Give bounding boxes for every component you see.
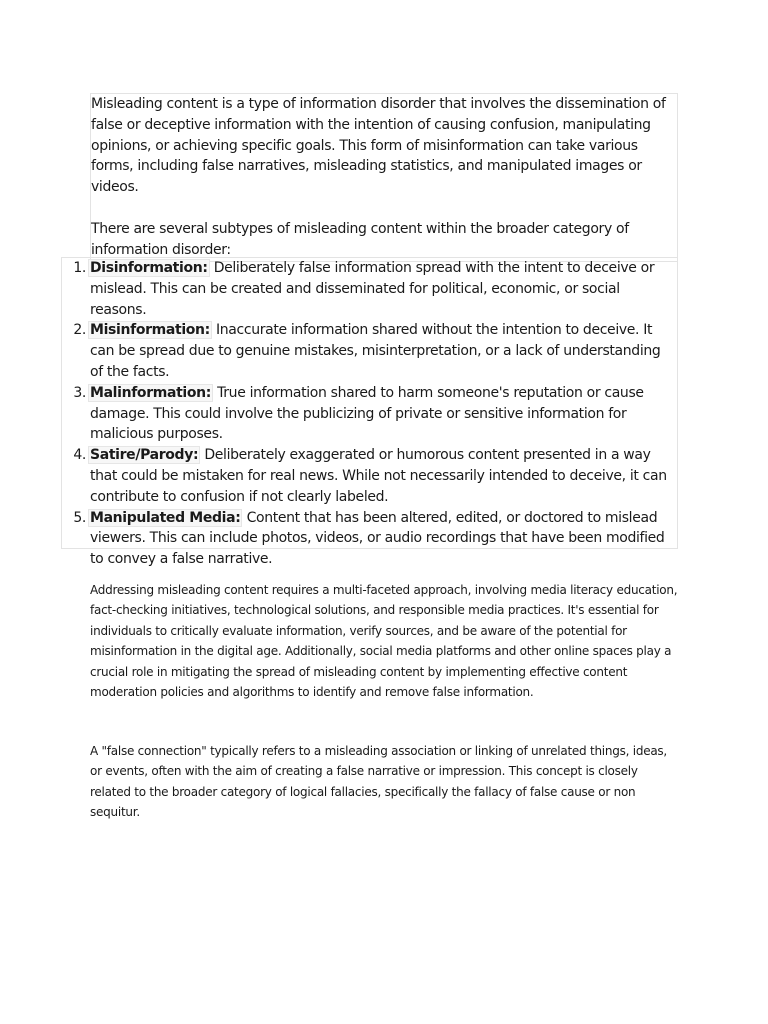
list-item xyxy=(73,508,677,570)
list-item xyxy=(73,383,677,445)
list-item-term: Misinformation: xyxy=(90,322,210,339)
subtypes-list-block xyxy=(61,257,678,568)
intro-text-block xyxy=(90,93,678,262)
list-item xyxy=(73,445,677,507)
list-item-number: 2. xyxy=(73,322,86,339)
list-item-term: Manipulated Media: xyxy=(90,509,241,526)
list-item-number: 3. xyxy=(73,384,86,401)
list-item-term: Malinformation: xyxy=(90,384,212,401)
list-item-term: Satire/Parody: xyxy=(90,447,199,464)
list-item xyxy=(73,320,677,382)
intro-paragraph-subtypes-lead: There are several subtypes of misleading content within the broader category of information disorder: xyxy=(91,220,629,258)
addressing-paragraph: Addressing misleading content requires a multi-faceted approach, involving media literacy education, fact-checking initiatives, technological solutions, and responsible media practices. It's essential for individuals to critically evaluate information, verify sources, and be aware of the potential for misinformation in the digital age. Additionally, social media platforms and other online spaces play a crucial role in mitigating the spread of misleading content by implementing effective content moderation policies and algorithms to identify and remove false information. xyxy=(90,583,678,700)
list-item-description: Deliberately false information spread with the intent to deceive or mislead. This can be created and disseminated for political, economic, or social reasons. xyxy=(90,260,655,318)
subtypes-list xyxy=(62,258,677,570)
list-item xyxy=(73,258,677,320)
intro-paragraph-definition: Misleading content is a type of information disorder that involves the dissemination of false or deceptive information with the intention of causing confusion, manipulating opinions, or achieving specific goals. This form of misinformation can take various forms, including false narratives, misleading statistics, and manipulated images or videos. xyxy=(91,96,666,196)
list-item-number: 4. xyxy=(73,447,86,464)
list-item-number: 5. xyxy=(73,509,86,526)
list-item-description: Content that has been altered, edited, or doctored to mislead viewers. This can include photos, videos, or audio recordings that have been modified to convey a false narrative. xyxy=(90,509,665,568)
list-item-number: 1. xyxy=(73,260,86,276)
list-item-description: True information shared to harm someone's reputation or cause damage. This could involve the publicizing of private or sensitive information for malicious purposes. xyxy=(90,384,644,443)
list-item-term: Disinformation: xyxy=(90,260,208,276)
list-item-description: Deliberately exaggerated or humorous content presented in a way that could be mistaken for real news. While not necessarily intended to deceive, it can contribute to confusion if not clearly labeled. xyxy=(90,447,667,505)
list-item-description: Inaccurate information shared without the intention to deceive. It can be spread due to genuine mistakes, misinterpretation, or a lack of understanding of the facts. xyxy=(90,322,661,380)
false-connection-paragraph: A "false connection" typically refers to a misleading association or linking of unrelated things, ideas, or events, often with the aim of creating a false narrative or impression. This concept is closely related to the broader category of logical fallacies, specifically the fallacy of false cause or non sequitur. xyxy=(90,744,667,820)
